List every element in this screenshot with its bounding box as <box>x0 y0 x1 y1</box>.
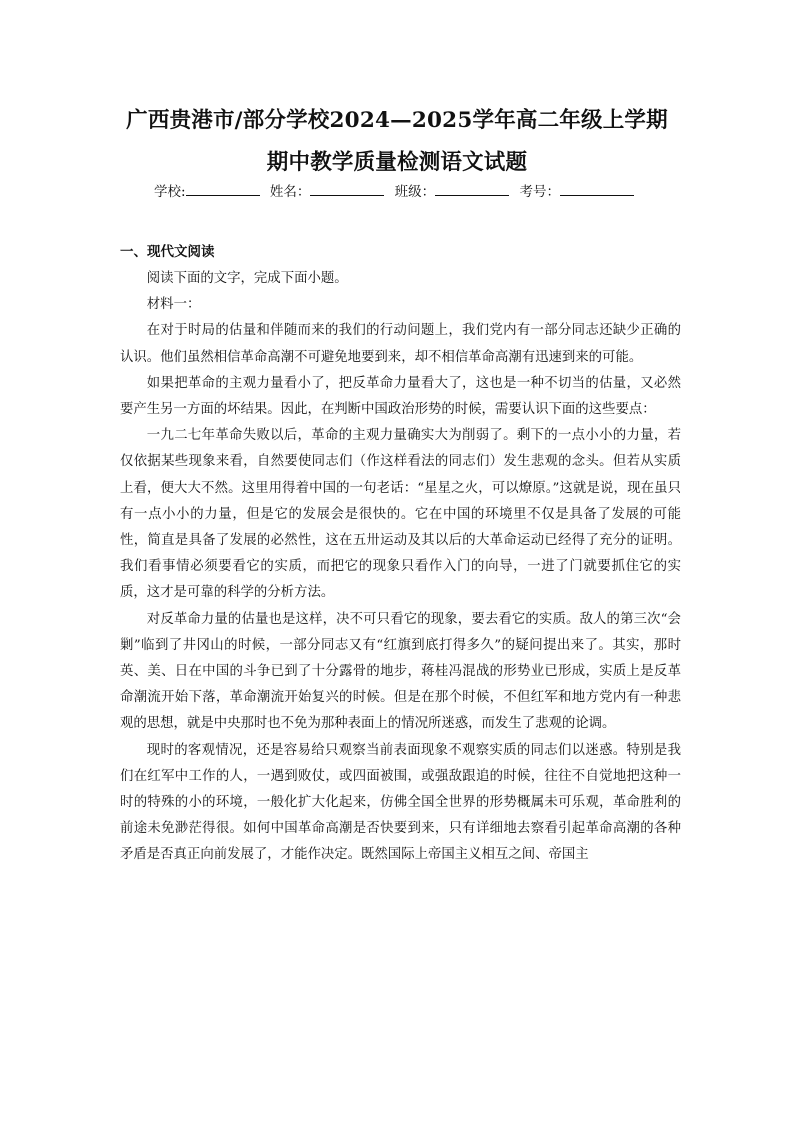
section-heading: 一、现代文阅读 <box>120 244 215 260</box>
school-label: 学校: <box>154 184 186 200</box>
paragraph: 一九二七年革命失败以后，革命的主观力量确实大为削弱了。剩下的一点小小的力量，若仅依据某些现象来看，自然要使同志们（作这样看法的同志们）发生悲观的念头。但若从实质上看，便大大不然。这里用得着中国的一句老话：“星星之火，可以燎原。”这就是说，现在虽只有一点小小的力量，但是它的发展会是很快的。它在中国的环境里不仅是具备了发展的可能性，简直是具备了发展的必然性，这在五卅运动及其以后的大革命运动已经得了充分的证明。我们看事情必须要看它的实质，而把它的现象只看作入门的向导，一进了门就要抓住它的实质，这才是可靠的科学的分析方法。 <box>120 428 681 601</box>
number-blank[interactable] <box>560 181 634 196</box>
school-blank[interactable] <box>186 181 260 196</box>
class-blank[interactable] <box>435 181 509 196</box>
name-label: 姓名： <box>269 184 311 200</box>
paragraph: 如果把革命的主观力量看小了，把反革命力量看大了，这也是一种不切当的估量，又必然要产生另一方面的坏结果。因此，在判断中国政治形势的时候，需要认识下面的这些要点： <box>120 375 681 418</box>
paragraph: 在对于时局的估量和伴随而来的我们的行动问题上，我们党内有一部分同志还缺少正确的认识。他们虽然相信革命高潮不可避免地要到来，却不相信革命高潮有迅速到来的可能。 <box>120 323 681 365</box>
class-label: 班级： <box>394 184 436 200</box>
reading-passage <box>120 266 681 869</box>
number-label: 考号： <box>519 184 560 200</box>
material-label: 材料一： <box>146 297 201 313</box>
paragraph: 现时的客观情况，还是容易给只观察当前表面现象不观察实质的同志们以迷惑。特别是我们在红军中工作的人，一遇到败仗，或四面被围，或强敌跟追的时候，往往不自觉地把这种一时的特殊的小的环境，一般化扩大化起来，仿佛全国全世界的形势概属未可乐观，革命胜利的前途未免渺茫得很。如何中国革命高潮是否快要到来，只有详细地去察看引起革命高潮的各种矛盾是否真正向前发展了，才能作决定。既然国际上帝国主义相互之间、帝国主 <box>120 742 681 863</box>
paragraph: 对反革命力量的估量也是这样，决不可只看它的现象，要去看它的实质。敌人的第三次“会剿”临到了井冈山的时候，一部分同志又有“红旗到底打得多久”的疑问提出来了。其实，那时英、美、日在中国的斗争已到了十分露骨的地步，蒋桂冯混战的形势业已形成，实质上是反革命潮流开始下落，革命潮流开始复兴的时候。但是在那个时候，不但红军和地方党内有一种悲观的思想，就是中央那时也不免为那种表面上的情况所迷惑，而发生了悲观的论调。 <box>120 611 681 732</box>
student-info-line <box>118 181 676 202</box>
page-title: 广西贵港市/部分学校2024—2025学年高二年级上学期期中教学质量检测语文试题 <box>126 108 668 175</box>
instruction-text: 阅读下面的文字，完成下面小题。 <box>146 271 348 286</box>
name-blank[interactable] <box>310 181 384 196</box>
